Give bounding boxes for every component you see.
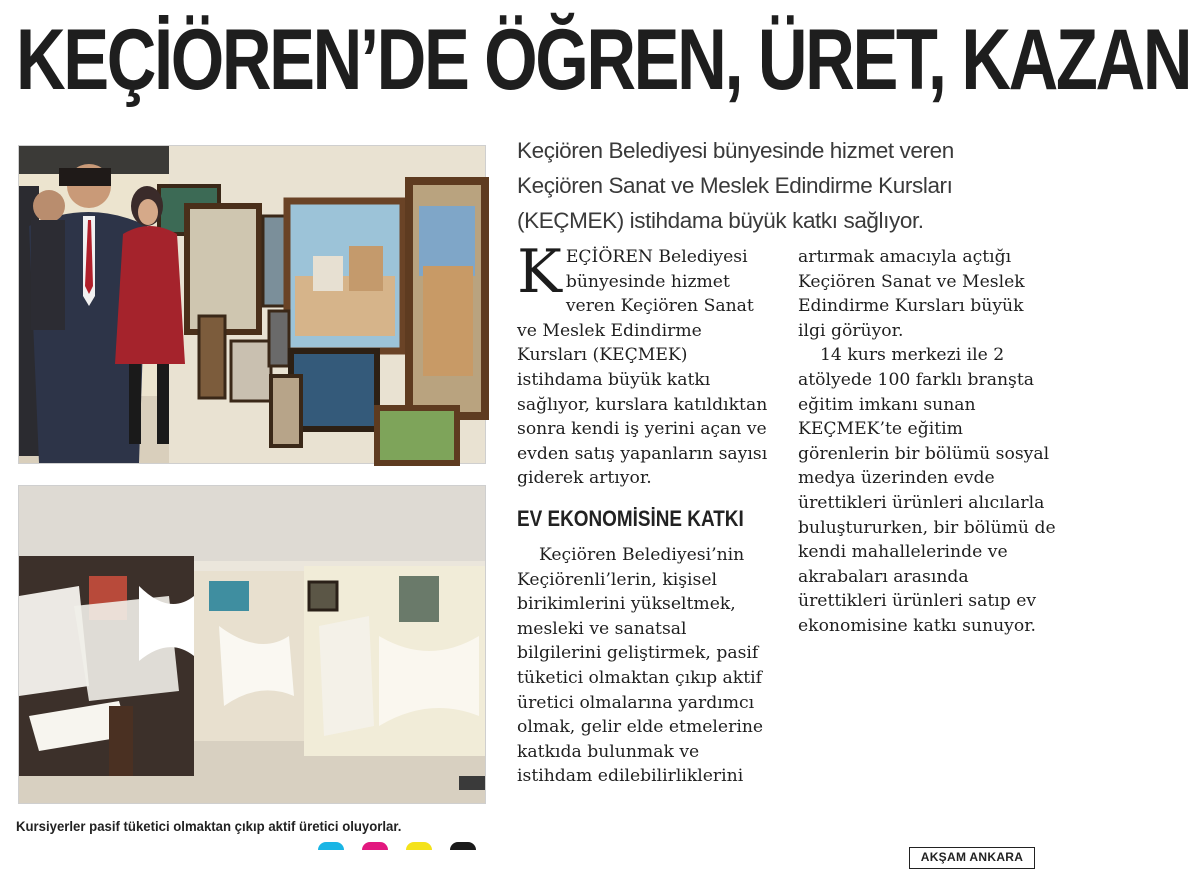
photo-handicraft-exhibition (18, 485, 486, 804)
intro-summary: Keçiören Belediyesi bünyesinde hizmet veren Keçiören Sanat ve Meslek Edindirme Kursları (KEÇMEK) istihdama büyük katkı sağlıyor. (517, 138, 954, 233)
color-registration-marks (318, 842, 478, 850)
article-column-2 (798, 245, 1056, 639)
article-column-1 (517, 237, 769, 789)
lead-text: EÇİÖREN Belediyesi bünyesinde hizmet veren Keçiören Sanat ve Meslek Edindirme Kursları (KEÇMEK) istihdama büyük katkı sağlıyor, kurslara katıldıktan sonra kendi iş yerini açan ve evden satış yapanların sayısı giderek artıyor. (517, 247, 768, 489)
magenta-mark (362, 842, 388, 850)
cyan-mark (318, 842, 344, 850)
paragraph-2: Keçiören Belediyesi’nin Keçiörenli’lerin, kişisel birikimlerini yükseltmek, mesleki ve sanatsal bilgilerini geliştirmek, pasif tüketici olmaktan çıkıp aktif üretici olmalarına yardımcı olmak, gelir elde etmelerine katkıda bulunmak ve istihdam edilebilirliklerini (517, 544, 764, 787)
publication-brand: AKŞAM ANKARA (909, 847, 1035, 869)
photo-caption: Kursiyerler pasif tüketici olmaktan çıkıp aktif üretici oluyorlar. (16, 818, 402, 834)
lead-paragraph (517, 237, 769, 491)
paragraph-3: 14 kurs merkezi ile 2 atölyede 100 farklı branşta eğitim imkanı sunan KEÇMEK’te eğitim görenlerin bir bölümü sosyal medya üzerinden evde ürettikleri ürünleri alıcılarla buluştururken, bir bölümü de kendi mahallelerinde ve akrabaları arasında ürettikleri ürünleri satıp ev ekonomisine katkı sunuyor. (798, 345, 1056, 636)
yellow-mark (406, 842, 432, 850)
black-mark (450, 842, 476, 850)
exhibition-paintings-illustration (19, 146, 485, 463)
section-subhead: EV EKONOMİSİNE KATKI (517, 505, 744, 531)
photo-exhibition-paintings (18, 145, 486, 464)
handicraft-exhibition-illustration (19, 486, 485, 803)
headline: KEÇİÖREN’DE ÖĞREN, ÜRET, KAZAN (16, 12, 1190, 108)
paragraph-2-continued: artırmak amacıyla açtığı Keçiören Sanat ve Meslek Edindirme Kursları büyük ilgi görüyor. (798, 247, 1025, 341)
drop-cap: K (517, 237, 562, 307)
